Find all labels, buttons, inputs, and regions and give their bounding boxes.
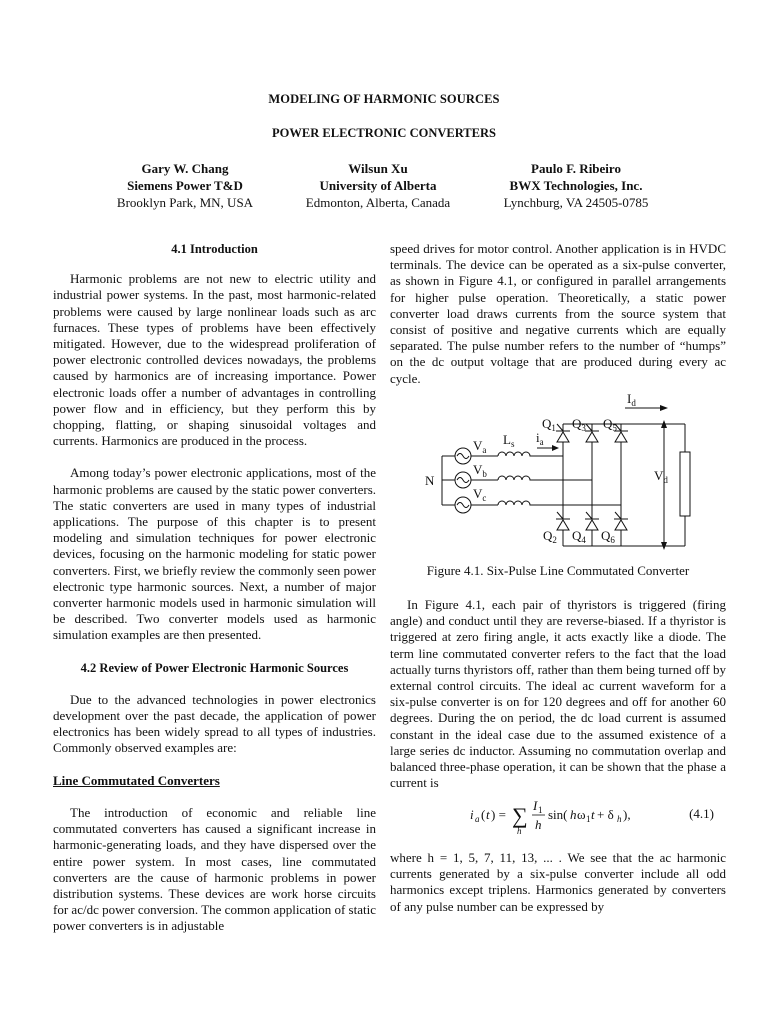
author-location: Edmonton, Alberta, Canada	[305, 195, 451, 210]
label-q5: $Q_5$	[603, 416, 617, 433]
label-q4: $Q_4$	[572, 528, 586, 545]
svg-text:I: I	[533, 798, 538, 813]
svg-text:+ δ: + δ	[597, 807, 614, 822]
svg-text:h: h	[517, 826, 522, 836]
section-heading-review: 4.2 Review of Power Electronic Harmonic Sources	[80, 660, 349, 675]
svg-text:i: i	[470, 807, 474, 822]
author-block-1	[75, 160, 295, 211]
paragraph: Among today’s power electronic applications, most of the harmonic problems are caused by the static power converters. The static converters are used in many types of industrial applications. The purpose of this chapter is to present modeling and simulation techniques for power electronic devices, focusing on the harmonic modeling for static power converters. First, we briefly review the commonly seen power electronic type harmonic sources. Next, a number of major converter harmonic models used in harmonic simulation will be described. Two converter models used as harmonic simulation examples are then presented.	[53, 465, 376, 643]
label-q2: $Q_2$	[543, 528, 557, 545]
label-q6: $Q_6$	[601, 528, 615, 545]
paragraph: where h = 1, 5, 7, 11, 13, ... . We see that the ac harmonic currents generated by a six-pulse converter include all odd harmonics except triplens. Harmonics generated by converters of any pulse number can be expressed by	[390, 850, 726, 914]
label-vb: $V_b$	[473, 462, 487, 479]
paragraph: speed drives for motor control. Another application is in HVDC terminals. The device can be operated as a six-pulse converter, as shown in Figure 4.1, or configured in parallel arrangements for higher pulse operation. Theoretically, a static power converter load draws currents from the source system that consist of positive and negative currents which are equally separated. The pulse number refers to the number of “humps” on the dc output voltage that are produced during every ac cycle.	[390, 241, 726, 386]
author-org: University of Alberta	[319, 178, 437, 193]
svg-text:a: a	[475, 814, 480, 824]
svg-text:h: h	[535, 817, 542, 832]
author-name: Paulo F. Ribeiro	[531, 161, 621, 176]
author-block-2	[268, 160, 488, 211]
six-pulse-converter-figure	[420, 388, 700, 554]
equation-number: (4.1)	[689, 806, 714, 821]
equation-4-1	[390, 798, 726, 838]
svg-text:h: h	[617, 814, 622, 824]
right-column-top	[390, 241, 726, 387]
right-column-middle	[390, 597, 726, 791]
svg-text:1: 1	[586, 814, 591, 824]
svg-text:∑: ∑	[512, 803, 528, 828]
svg-text:),: ),	[623, 807, 631, 822]
label-vc: $V_c$	[473, 486, 487, 503]
author-block-3	[466, 160, 686, 211]
paragraph: Due to the advanced technologies in power electronics development over the past decade, the application of power electronics has been widely spread to all types of industries. Commonly observed examples are:	[53, 691, 376, 756]
author-name: Gary W. Chang	[141, 161, 229, 176]
equation-formula	[390, 798, 726, 838]
label-ls: $L_s$	[503, 432, 515, 449]
label-id: $I_d$	[627, 391, 636, 408]
svg-text:1: 1	[538, 805, 543, 815]
section-heading-introduction: 4.1 Introduction	[171, 242, 258, 256]
author-location: Lynchburg, VA 24505-0785	[503, 195, 649, 210]
svg-text:) =: ) =	[491, 807, 506, 822]
svg-text:t: t	[486, 807, 490, 822]
svg-text:t: t	[591, 807, 595, 822]
paragraph: In Figure 4.1, each pair of thyristors is triggered (firing angle) and conduct until they are reverse-biased. If a thyristor is triggered at zero firing angle, it acts exactly like a diode. The term line commutated converter refers to the fact that the load actually turns thyristors off, rather than them being turned off by external control circuits. The ideal ac current waveform for a six-pulse converter is on for 120 degrees and off for another 60 degrees. During the on period, the dc load current is assumed constant in the ideal case due to the assumed existence of a large series dc inductor. Assuming no commutation overlap and balanced three-phase operation, it can be shown that the phase a current is	[390, 597, 726, 791]
author-name: Wilsun Xu	[348, 161, 408, 176]
svg-text:h: h	[570, 807, 577, 822]
svg-text:sin(: sin(	[548, 807, 568, 822]
left-column	[53, 241, 376, 935]
label-q3: $Q_3$	[572, 416, 586, 433]
author-location: Brooklyn Park, MN, USA	[116, 195, 254, 210]
svg-text:(: (	[481, 807, 486, 822]
paper-subtitle: POWER ELECTRONIC CONVERTERS	[272, 126, 496, 140]
label-n: N	[425, 473, 435, 488]
svg-text:ω: ω	[577, 807, 586, 822]
figure-caption: Figure 4.1. Six-Pulse Line Commutated Converter	[426, 563, 690, 578]
subsection-heading: Line Commutated Converters	[53, 772, 220, 788]
author-org: Siemens Power T&D	[127, 178, 243, 193]
label-vd: $V_d$	[654, 468, 668, 485]
paper-title: MODELING OF HARMONIC SOURCES	[268, 92, 500, 106]
label-q1: $Q_1$	[542, 416, 556, 433]
paragraph: Harmonic problems are not new to electric utility and industrial power systems. In the past, most harmonic-related problems were caused by large nonlinear loads such as arc furnaces. These types of problems have been effectively mitigated. However, due to the widespread proliferation of power electronic controlled devices nowadays, the problems caused by harmonics are of increasing importance. Power electronic loads offer a number of advantages in controlling power flow and in efficiency, but they perform this by chopping, flatting, or shaping sinusoidal voltages and currents. Harmonics are produced in the process.	[53, 271, 376, 449]
author-org: BWX Technologies, Inc.	[509, 178, 643, 193]
right-column-bottom	[390, 850, 726, 915]
label-va: $V_a$	[473, 438, 487, 455]
label-ia: $i_a$	[536, 430, 544, 447]
paragraph: The introduction of economic and reliable line commutated converters has caused a significant increase in harmonic-generating loads, and they have dispersed over the entire power system. In most cases, line commutated converters are the cause of harmonic problems in power distribution systems. These devices are work horse circuits for ac/dc power conversion. The common application of static power converters is in adjustable	[53, 804, 376, 934]
